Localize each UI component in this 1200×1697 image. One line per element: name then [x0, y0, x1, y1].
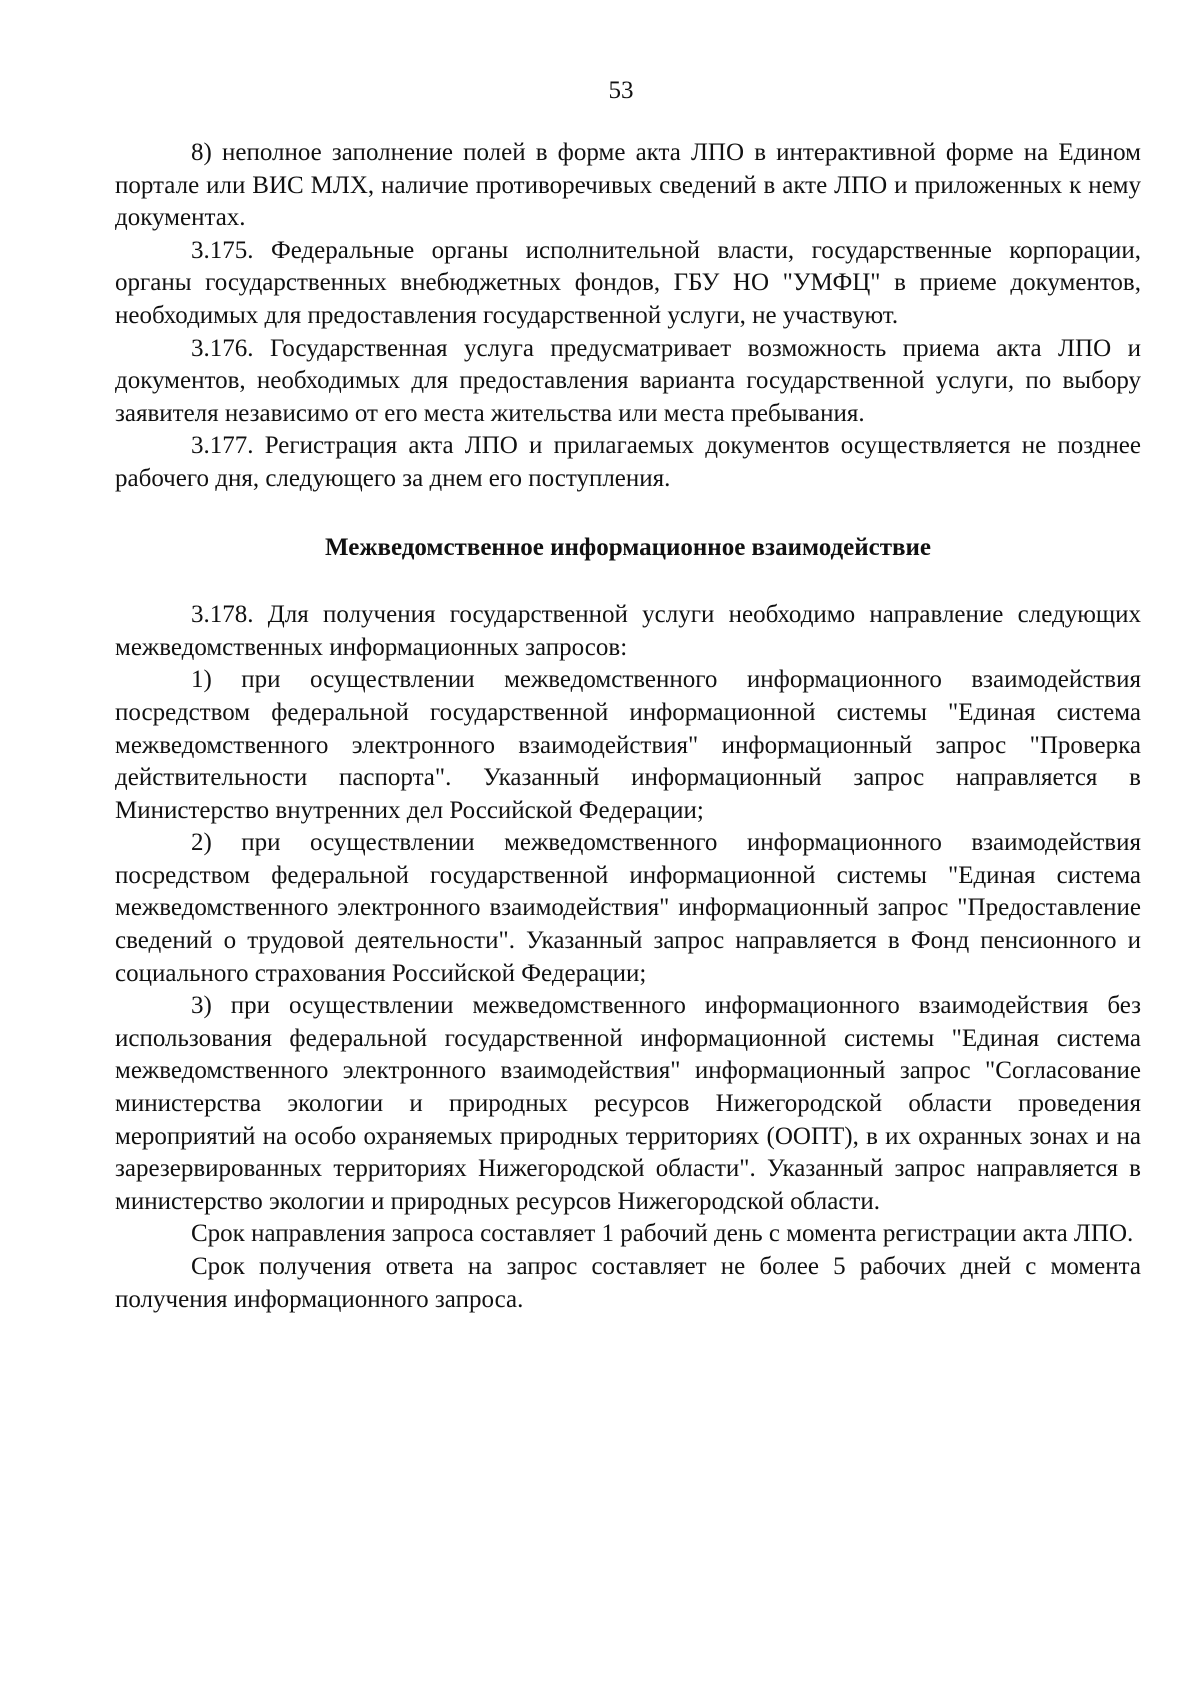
paragraph-3-176: 3.176. Государственная услуга предусматривает возможность приема акта ЛПО и документов, необходимых для предоставления варианта государственной услуги, по выбору заявителя независимо от его места жительства или места пребывания.	[115, 334, 1141, 427]
paragraph-response-deadline: Срок получения ответа на запрос составляет не более 5 рабочих дней с момента получения информационного запроса.	[115, 1253, 1141, 1313]
paragraph-item-2: 2) при осуществлении межведомственного информационного взаимодействия посредством федеральной государственной информационной системы "Единая система межведомственного электронного взаимодействия" информационный запрос "Предоставление сведений о трудовой деятельности". Указанный запрос направляется в Фонд пенсионного и социального страхования Российской Федерации;	[115, 829, 1141, 987]
paragraph-item-1: 1) при осуществлении межведомственного информационного взаимодействия посредством федеральной государственной информационной системы "Единая система межведомственного электронного взаимодействия" информационный запрос "Проверка действительности паспорта". Указанный информационный запрос направляется в Министерство внутренних дел Российской Федерации;	[115, 666, 1141, 824]
paragraph-3-175: 3.175. Федеральные органы исполнительной власти, государственные корпорации, органы государственных внебюджетных фондов, ГБУ НО "УМФЦ" в приеме документов, необходимых для предоставления государственной услуги, не участвуют.	[115, 236, 1141, 329]
paragraph-item-8: 8) неполное заполнение полей в форме акта ЛПО в интерактивной форме на Едином портале или ВИС МЛХ, наличие противоречивых сведений в акте ЛПО и приложенных к нему документах.	[115, 139, 1141, 232]
document-body	[115, 137, 1141, 1316]
paragraph-3-178: 3.178. Для получения государственной услуги необходимо направление следующих межведомственных информационных запросов:	[115, 601, 1141, 661]
section-heading: Межведомственное информационное взаимодействие	[325, 533, 931, 561]
page-number: 53	[608, 77, 634, 104]
paragraph-3-177: 3.177. Регистрация акта ЛПО и прилагаемых документов осуществляется не позднее рабочего дня, следующего за днем его поступления.	[115, 432, 1141, 492]
paragraph-request-deadline: Срок направления запроса составляет 1 рабочий день с момента регистрации акта ЛПО.	[191, 1220, 1134, 1248]
paragraph-item-3: 3) при осуществлении межведомственного информационного взаимодействия без использования федеральной государственной информационной системы "Единая система межведомственного электронного взаимодействия" информационный запрос "Согласование министерства экологии и природных ресурсов Нижегородской области проведения мероприятий на особо охраняемых природных территориях (ООПТ), в их охранных зонах и на зарезервированных территориях Нижегородской области". Указанный запрос направляется в министерство экологии и природных ресурсов Нижегородской области.	[115, 992, 1141, 1215]
